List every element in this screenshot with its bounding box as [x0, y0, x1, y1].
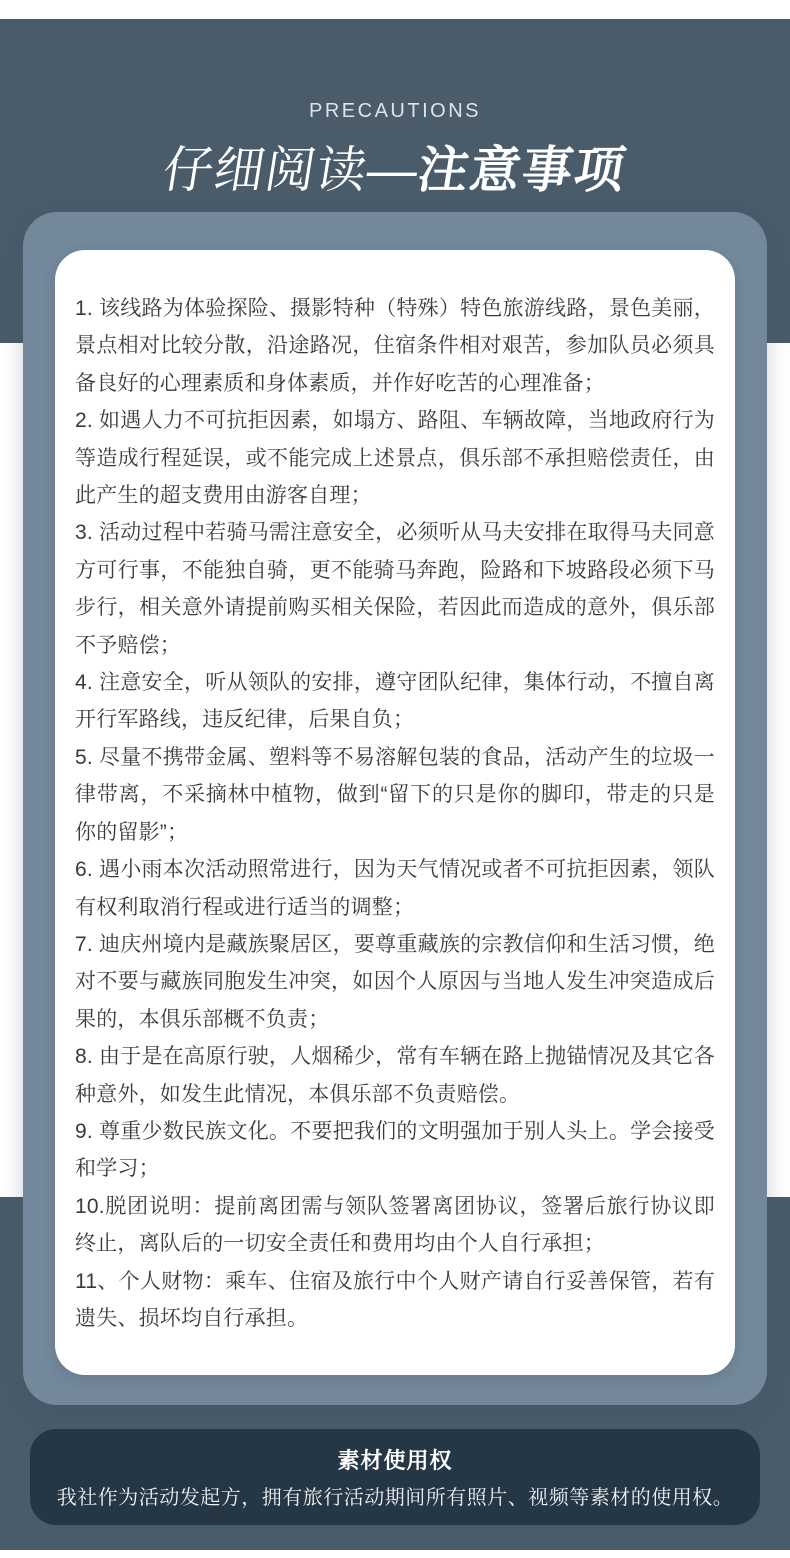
- usage-rights-text: 我社作为活动发起方，拥有旅行活动期间所有照片、视频等素材的使用权。: [56, 1487, 734, 1509]
- precaution-item: 2. 如遇人力不可抗拒因素，如塌方、路阻、车辆故障，当地政府行为等造成行程延误，或不能完成上述景点，俱乐部不承担赔偿责任，由此产生的超支费用由游客自理；: [75, 409, 715, 508]
- precaution-item: 11、个人财物：乘车、住宿及旅行中个人财产请自行妥善保管，若有遗失、损坏均自行承担。: [75, 1269, 715, 1330]
- precaution-item: 10.脱团说明：提前离团需与领队签署离团协议，签署后旅行协议即终止，离队后的一切安全责任和费用均由个人自行承担；: [75, 1194, 715, 1256]
- precaution-item: 4. 注意安全，听从领队的安排，遵守团队纪律，集体行动，不擅自离开行军路线，违反纪律，后果自负；: [75, 671, 715, 732]
- page-title-light-part: 仔细阅读—: [159, 142, 423, 198]
- precaution-item: 8. 由于是在高原行驶，人烟稀少，常有车辆在路上抛锚情况及其它各种意外，如发生此情况，本俱乐部不负责赔偿。: [75, 1045, 715, 1106]
- precaution-item: 1. 该线路为体验探险、摄影特种（特殊）特色旅游线路，景色美丽，景点相对比较分散，沿途路况，住宿条件相对艰苦，参加队员必须具备良好的心理素质和身体素质，并作好吃苦的心理准备；: [75, 297, 715, 395]
- notice-card: [55, 250, 735, 1375]
- precaution-item: 6. 遇小雨本次活动照常进行，因为天气情况或者不可抗拒因素，领队有权利取消行程或进行适当的调整；: [75, 858, 715, 919]
- precaution-item: 7. 迪庆州境内是藏族聚居区，要尊重藏族的宗教信仰和生活习惯，绝对不要与藏族同胞发生冲突，如因个人原因与当地人发生冲突造成后果的，本俱乐部概不负责；: [75, 932, 715, 1031]
- page-title: [0, 140, 790, 200]
- page-title-bold-part: 注意事项: [414, 142, 631, 198]
- usage-rights-box: [30, 1429, 760, 1525]
- precaution-item: 5. 尽量不携带金属、塑料等不易溶解包装的食品，活动产生的垃圾一律带离，不采摘林中植物，做到“留下的只是你的脚印，带走的只是你的留影”；: [75, 745, 715, 844]
- precautions-list: [75, 290, 715, 1337]
- precaution-item: 9. 尊重少数民族文化。不要把我们的文明强加于别人头上。学会接受和学习；: [75, 1119, 715, 1181]
- eyebrow-label: PRECAUTIONS: [309, 100, 481, 122]
- precaution-item: 3. 活动过程中若骑马需注意安全，必须听从马夫安排在取得马夫同意方可行事，不能独自骑，更不能骑马奔跑，险路和下坡路段必须下马步行，相关意外请提前购买相关保险，若因此而造成的意外，俱乐部不予赔偿；: [75, 521, 715, 657]
- usage-rights-title: 素材使用权: [337, 1448, 453, 1473]
